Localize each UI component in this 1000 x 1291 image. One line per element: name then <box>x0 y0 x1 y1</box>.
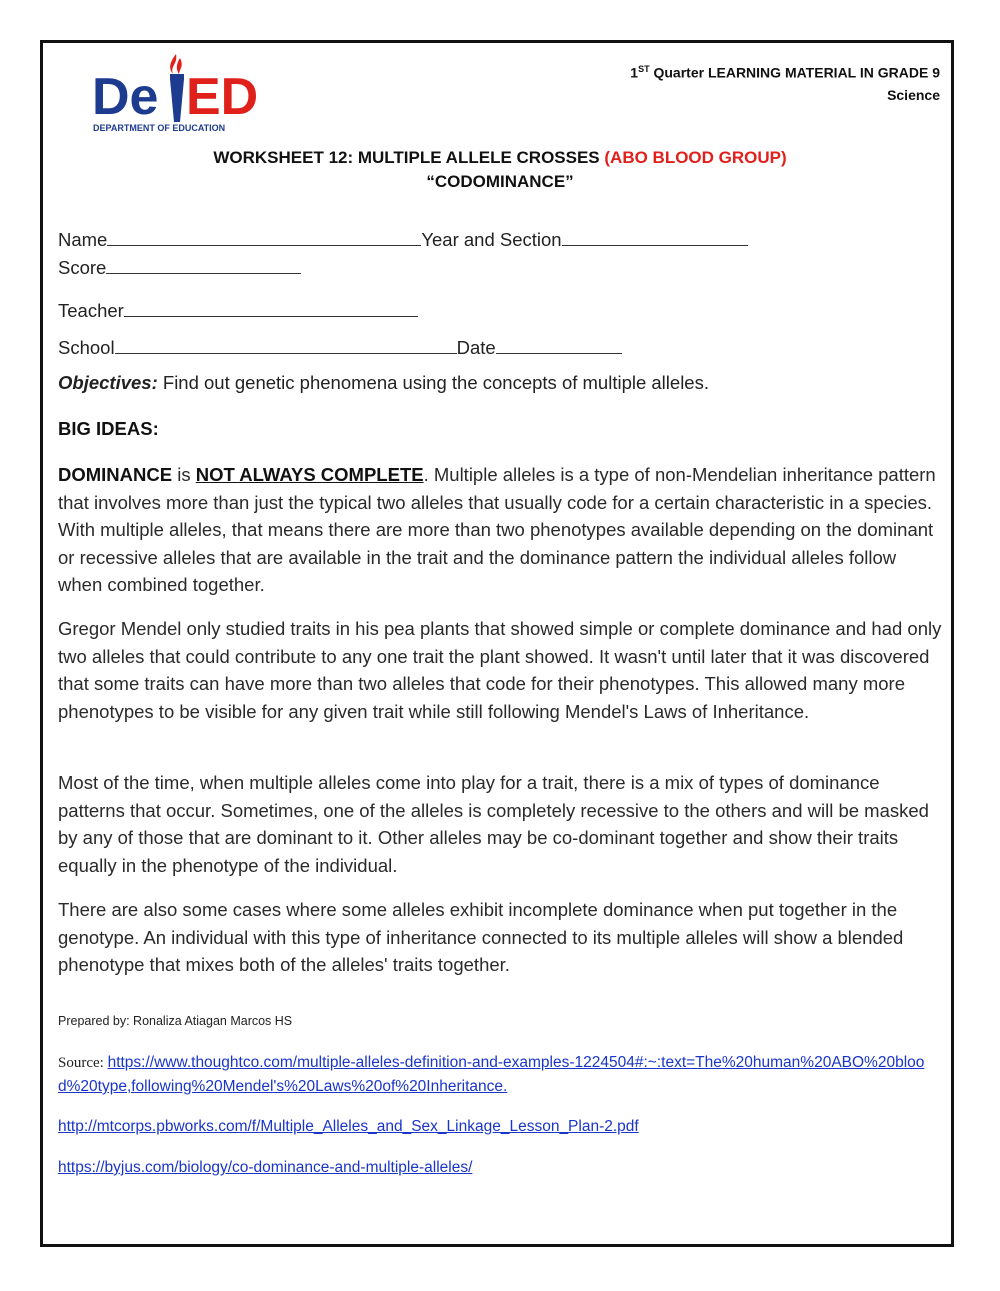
source-link-row-3 <box>58 1159 472 1177</box>
source-link-mtcorps[interactable]: http://mtcorps.pbworks.com/f/Multiple_Alleles_and_Sex_Linkage_Lesson_Plan-2.pdf <box>58 1118 639 1135</box>
source-link-row-2 <box>58 1118 639 1136</box>
source-block <box>58 1051 938 1099</box>
worksheet-subtitle: “CODOMINANCE” <box>426 172 574 191</box>
year-section-label: Year and Section <box>421 229 562 250</box>
source-link-byjus[interactable]: https://byjus.com/biology/co-dominance-and-multiple-alleles/ <box>58 1159 473 1176</box>
score-label: Score <box>58 257 107 278</box>
header-line-2: Science <box>887 86 940 103</box>
source-label: Source: <box>58 1055 108 1071</box>
teacher-row <box>58 300 418 322</box>
name-year-row <box>58 229 748 251</box>
logo-subtitle: DEPARTMENT OF EDUCATION <box>93 123 226 133</box>
logo-wordmark-ed: ED <box>186 68 259 126</box>
header-line-1: 1ST Quarter LEARNING MATERIAL IN GRADE 9 <box>630 64 940 81</box>
header-grade-info <box>630 58 940 106</box>
paragraph-1: DOMINANCE is NOT ALWAYS COMPLETE. Multiple alleles is a type of non-Mendelian inheritance pattern that involves more than just the typical two alleles that usually code for a certain characteristic in a species. With multiple alleles, that means there are more than two phenotypes available depending on the dominant or recessive alleles that are available in the trait and the dominance pattern the individual alleles follow when combined together. <box>58 464 936 595</box>
paragraph-3: Most of the time, when multiple alleles come into play for a trait, there is a mix of types of dominance patterns that occur. Sometimes, one of the alleles is completely recessive to the others and will be masked by any of those that are dominant to it. Other alleles may be co-dominant together and show their traits equally in the phenotype of the individual. <box>58 772 929 876</box>
school-date-row <box>58 337 622 359</box>
title-highlight: (ABO BLOOD GROUP) <box>604 148 787 167</box>
worksheet-title: WORKSHEET 12: MULTIPLE ALLELE CROSSES (ABO BLOOD GROUP) “CODOMINANCE” <box>40 146 960 194</box>
objectives-label: Objectives: <box>58 372 158 393</box>
big-ideas-heading: BIG IDEAS: <box>58 418 159 439</box>
paragraph-4: There are also some cases where some alleles exhibit incomplete dominance when put together in the genotype. An individual with this type of inheritance connected to its multiple alleles will show a blended phenotype that mixes both of the alleles' traits together. <box>58 899 904 975</box>
name-field[interactable] <box>107 229 421 246</box>
prepared-by: Prepared by: Ronaliza Atiagan Marcos HS <box>58 1014 293 1028</box>
school-label: School <box>58 337 115 358</box>
objectives <box>58 372 709 394</box>
logo-wordmark-de: De <box>92 68 159 126</box>
date-field[interactable] <box>496 337 622 354</box>
date-label: Date <box>456 337 496 358</box>
deped-logo-graphic <box>90 52 265 134</box>
source-link-thoughtco[interactable]: https://www.thoughtco.com/multiple-alleles-definition-and-examples-1224504#:~:text=The%20human%20ABO%20blood%20type,following%20Mendel's%20Laws%20of%20Inheritance. <box>58 1054 925 1095</box>
year-section-field[interactable] <box>562 229 748 246</box>
score-field[interactable] <box>106 257 301 274</box>
school-field[interactable] <box>115 337 457 354</box>
deped-logo <box>90 52 265 134</box>
teacher-label: Teacher <box>58 300 124 321</box>
name-label: Name <box>58 229 108 250</box>
objectives-text: Find out genetic phenomena using the concepts of multiple alleles. <box>157 372 709 393</box>
paragraph-2: Gregor Mendel only studied traits in his pea plants that showed simple or complete dominance and had only two alleles that could contribute to any one trait the plant showed. It wasn't until later that it was discovered that some traits can have more than two alleles that code for their phenotypes. This allowed many more phenotypes to be visible for any given trait while still following Mendel's Laws of Inheritance. <box>58 618 942 722</box>
score-row <box>58 257 301 279</box>
teacher-field[interactable] <box>124 300 418 317</box>
